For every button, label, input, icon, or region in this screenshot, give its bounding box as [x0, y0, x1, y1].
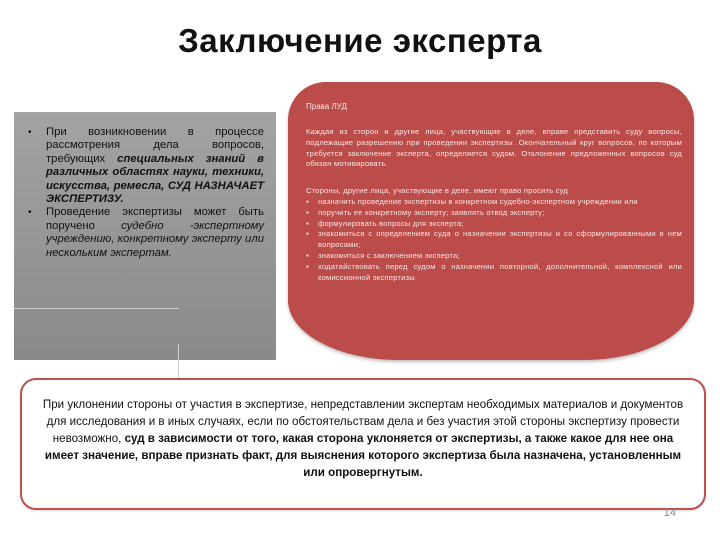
- list-item: [306, 262, 682, 284]
- bullet-icon: ▪: [306, 250, 309, 260]
- item1-text: При возникновении в процессе рассмотрения дела вопросов, требующих: [46, 126, 264, 165]
- left-bullet-list: [28, 126, 264, 260]
- item2-emphasis: судебно -экспертному учреждению, конкретному эксперту или нескольким экспертам.: [46, 219, 264, 259]
- list-item-text: знакомиться с определением суда о назначении экспертизы и со сформулированными в нем вопросами;: [318, 229, 682, 250]
- rights-list: [306, 197, 682, 283]
- list-item-text: знакомиться с заключением эксперта;: [318, 250, 460, 260]
- bullet-icon: ▪: [306, 261, 309, 271]
- slide-title: Заключение эксперта: [178, 22, 542, 59]
- bullet-icon: ▪: [306, 229, 309, 239]
- list-item: [306, 208, 682, 219]
- evasion-note-part1: При уклонении стороны от участия в экспертизе, непредставлении экспертам необходимых материалов и документов для исследования и в иных случаях, если по обстоятельствам дела и без участия этой стороны экспертизу провести невозможно,: [42, 398, 684, 445]
- rights-panel: [288, 82, 694, 360]
- evasion-note-text: [38, 396, 688, 481]
- list-item: [306, 219, 682, 230]
- evasion-note-part2: суд в зависимости от того, какая сторона уклоняется от экспертизы, а также какое для нее она имеет значение, вправе признать факт, для выяснения которого экспертиза была назначена, установленным или опровергнутым.: [44, 432, 682, 479]
- list-item: [306, 197, 682, 208]
- rights-list-intro: Стороны, другие лица, участвующие в деле, имеют право просить суд: [306, 186, 569, 196]
- item1-emphasis: специальных знаний в различных областях науки, техники, искусства, ремесла,: [46, 152, 264, 192]
- bullet-icon: ▪: [306, 207, 309, 217]
- page-number: 14: [663, 507, 676, 519]
- bullet-icon: •: [28, 207, 32, 219]
- bullet-icon: ▪: [306, 196, 309, 206]
- item2-text: Проведение экспертизы может быть поручено: [46, 206, 264, 232]
- list-item-text: поручить ее конкретному эксперту; заявлять отвод эксперту;: [318, 207, 545, 217]
- list-item-text: формулировать вопросы для эксперта;: [318, 218, 464, 228]
- bullet-icon: ▪: [306, 218, 309, 228]
- list-item-text: ходатайствовать перед судом о назначении повторной, дополнительной, комплексной или комиссионной экспертизы.: [318, 261, 682, 282]
- evasion-note-box: [20, 378, 706, 510]
- list-item: [28, 206, 264, 260]
- list-item: [28, 126, 265, 206]
- divider-line: [14, 308, 179, 309]
- rights-heading: Права ЛУД: [306, 102, 347, 111]
- list-item-text: назначить проведение экспертизы в конкретном судебно-экспертном учреждении или: [318, 196, 638, 206]
- item1-conclusion: СУД НАЗНАЧАЕТ ЭКСПЕРТИЗУ.: [46, 179, 265, 206]
- left-info-box: [14, 112, 276, 360]
- list-item: [306, 229, 682, 251]
- rights-paragraph: Каждая из сторон и другие лица, участвующие в деле, вправе представить суду вопросы, подлежащие разрешению при проведении экспертизы. Окончательный круг вопросов, по которым требуется заключение эксперта, определяется судом. Отклонение предложенных вопросов суд обязан мотивировать.: [306, 127, 682, 169]
- bullet-icon: •: [28, 127, 32, 138]
- list-item: [306, 251, 682, 262]
